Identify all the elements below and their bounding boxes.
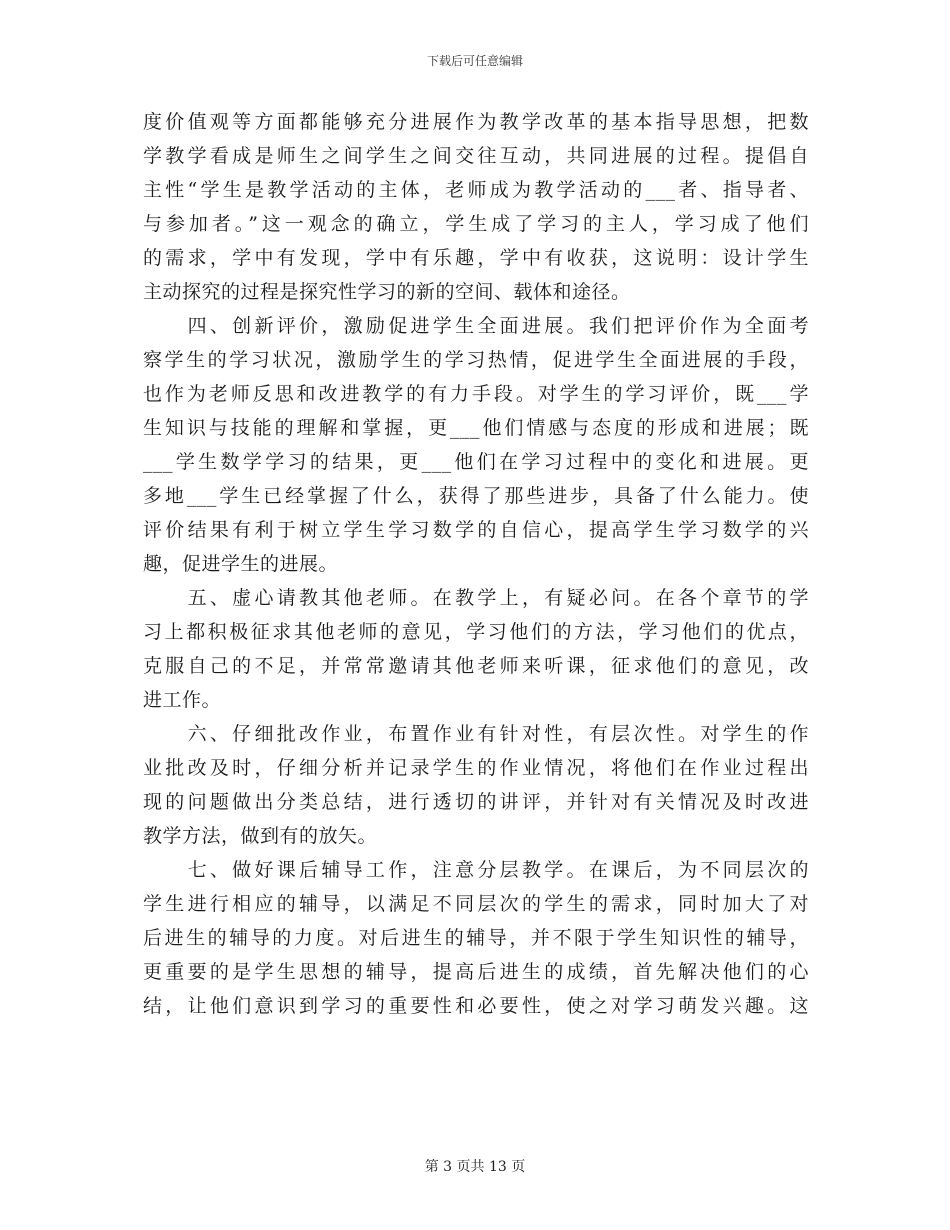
paragraph-1 bbox=[143, 105, 809, 309]
text-line: 七、做好课后辅导工作，注意分层教学。在课后，为不同层次的 bbox=[143, 859, 809, 881]
text-line: 趣，促进学生的进展。 bbox=[143, 553, 339, 575]
text-line: 学生进行相应的辅导，以满足不同层次的学生的需求，同时加大了对 bbox=[143, 893, 809, 915]
text-line: 多地___学生已经掌握了什么，获得了那些进步，具备了什么能力。使 bbox=[143, 485, 809, 507]
text-line: 后进生的辅导的力度。对后进生的辅导，并不限于学生知识性的辅导， bbox=[143, 927, 809, 949]
text-line: 度价值观等方面都能够充分进展作为教学改革的基本指导思想，把数 bbox=[143, 111, 809, 133]
text-line: 更重要的是学生思想的辅导，提高后进生的成绩，首先解决他们的心 bbox=[143, 961, 809, 983]
paragraph-2 bbox=[143, 309, 809, 581]
page-header: 下载后可任意编辑 bbox=[426, 54, 523, 68]
text-line: 六、仔细批改作业，布置作业有针对性，有层次性。对学生的作 bbox=[143, 723, 809, 745]
paragraph-4 bbox=[143, 717, 809, 853]
text-line: 教学方法，做到有的放矢。 bbox=[143, 825, 378, 847]
text-line: 五、虚心请教其他老师。在教学上，有疑必问。在各个章节的学 bbox=[143, 587, 809, 609]
text-line: 与参加者。”这一观念的确立，学生成了学习的主人，学习成了他们 bbox=[143, 213, 809, 235]
text-line: 业批改及时，仔细分析并记录学生的作业情况，将他们在作业过程出 bbox=[143, 757, 809, 779]
paragraph-5 bbox=[143, 853, 809, 1023]
text-line: 结，让他们意识到学习的重要性和必要性，使之对学习萌发兴趣。这 bbox=[143, 995, 809, 1017]
text-line: 主性“学生是教学活动的主体，老师成为教学活动的___者、指导者、 bbox=[143, 179, 809, 201]
text-line: 进工作。 bbox=[143, 689, 222, 711]
text-line: 评价结果有利于树立学生学习数学的自信心，提高学生学习数学的兴 bbox=[143, 519, 809, 541]
text-line: 现的问题做出分类总结，进行透切的讲评，并针对有关情况及时改进 bbox=[143, 791, 809, 813]
text-line: 习上都积极征求其他老师的意见，学习他们的方法，学习他们的优点， bbox=[143, 621, 809, 643]
text-line: 也作为老师反思和改进教学的有力手段。对学生的学习评价，既___学 bbox=[143, 383, 809, 405]
document-body bbox=[143, 105, 809, 1023]
text-line: 主动探究的过程是探究性学习的新的空间、载体和途径。 bbox=[143, 281, 631, 303]
text-line: 克服自己的不足，并常常邀请其他老师来听课，征求他们的意见，改 bbox=[143, 655, 809, 677]
paragraph-3 bbox=[143, 581, 809, 717]
text-line: 生知识与技能的理解和掌握，更___他们情感与态度的形成和进展；既 bbox=[143, 417, 809, 439]
text-line: ___学生数学学习的结果，更___他们在学习过程中的变化和进展。更 bbox=[143, 451, 809, 473]
text-line: 察学生的学习状况，激励学生的学习热情，促进学生全面进展的手段， bbox=[143, 349, 809, 371]
text-line: 四、创新评价，激励促进学生全面进展。我们把评价作为全面考 bbox=[143, 315, 809, 337]
text-line: 的需求，学中有发现，学中有乐趣，学中有收获，这说明：设计学生 bbox=[143, 247, 809, 269]
text-line: 学教学看成是师生之间学生之间交往互动，共同进展的过程。提倡自 bbox=[143, 145, 809, 167]
page-number-footer: 第 3 页共 13 页 bbox=[424, 1159, 526, 1175]
